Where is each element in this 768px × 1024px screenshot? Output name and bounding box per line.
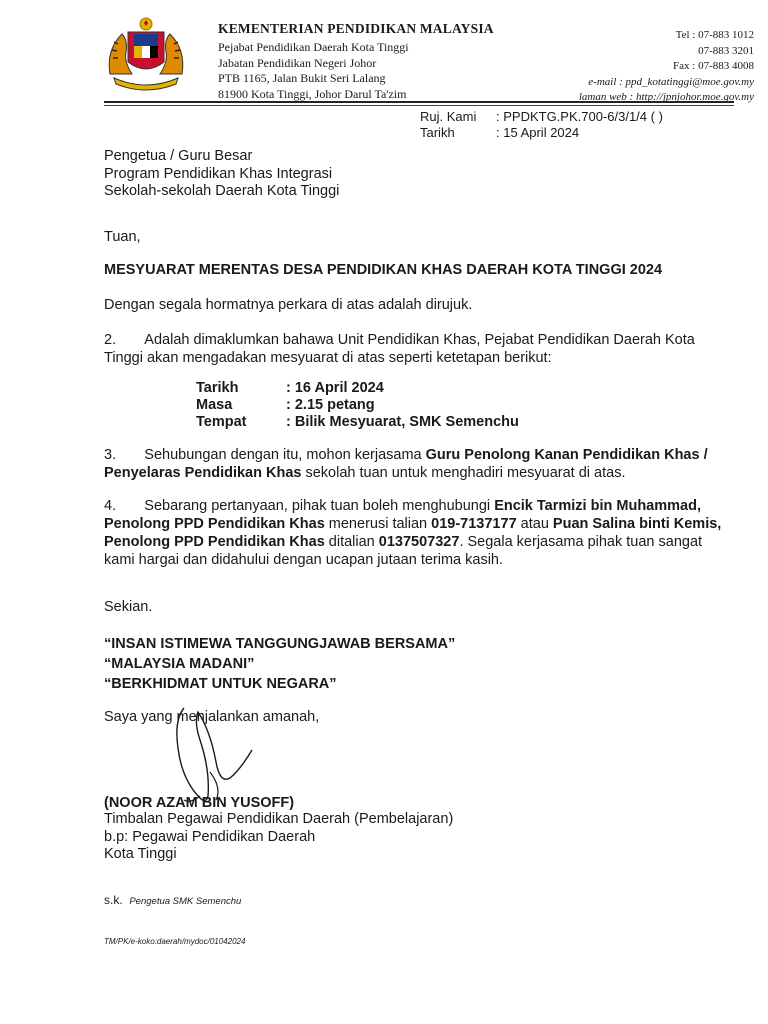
address-line: PTB 1165, Jalan Bukit Seri Lalang [218, 71, 386, 85]
subject-heading: MESYUARAT MERENTAS DESA PENDIDIKAN KHAS DAERAH KOTA TINGGI 2024 [104, 262, 663, 278]
slogan-line: “MALAYSIA MADANI” [104, 656, 255, 672]
detail-row [196, 397, 519, 414]
ruj-value: : PPDKTG.PK.700-6/3/1/4 ( ) [496, 109, 663, 124]
cc-label: s.k. [104, 893, 123, 907]
ministry-name: KEMENTERIAN PENDIDIKAN MALAYSIA [218, 21, 494, 36]
paragraph-number: 3. [104, 447, 117, 463]
tarikh-label: Tarikh [420, 125, 455, 140]
contact-person-1: Encik Tarmizi bin Muhammad, Penolong PPD Pendidikan Khas [104, 498, 701, 532]
meeting-details [196, 380, 519, 431]
recipient-line: Sekolah-sekolah Daerah Kota Tinggi [104, 183, 340, 199]
paragraph-text: Sehubungan dengan itu, mohon kerjasama [144, 447, 426, 463]
paragraph-3 [104, 446, 722, 482]
header-rule [104, 101, 734, 103]
email-line: e-mail : ppd_kotatinggi@moe.gov.my [588, 75, 754, 88]
slogan-line: “INSAN ISTIMEWA TANGGUNGJAWAB BERSAMA” [104, 636, 456, 652]
detail-key: Tarikh [196, 380, 239, 396]
slogans [104, 634, 455, 694]
coat-of-arms-icon [100, 14, 192, 94]
contact-phone-2: 0137507327 [378, 534, 460, 550]
recipient-line: Program Pendidikan Khas Integrasi [104, 165, 333, 182]
closing: Sekian. [104, 599, 153, 615]
phone-line: 07-883 3201 [698, 44, 754, 57]
signatory-line: Kota Tinggi [104, 846, 177, 862]
paragraph-text: ditalian [324, 534, 379, 550]
slogan-line: “BERKHIDMAT UNTUK NEGARA” [104, 676, 337, 692]
paragraph-text: atau [516, 516, 553, 532]
detail-row [196, 414, 519, 431]
paragraph-number: 2. [104, 332, 117, 348]
detail-row [196, 380, 519, 397]
signatory-line: Timbalan Pegawai Pendidikan Daerah (Pembelajaran) [104, 811, 454, 827]
paragraph-text: Sebarang pertanyaan, pihak tuan boleh menghubungi [144, 498, 495, 514]
contact-details [579, 28, 754, 106]
contact-phone-1: 019-7137177 [431, 516, 517, 532]
reference-block [420, 109, 663, 141]
detail-key: Masa [196, 397, 233, 413]
ruj-label: Ruj. Kami [420, 109, 477, 124]
phone-line: Tel : 07-883 1012 [675, 29, 754, 41]
salutation: Tuan, [104, 229, 141, 245]
detail-value: : Bilik Mesyuarat, SMK Semenchu [286, 414, 519, 430]
paragraph-text: Adalah dimaklumkan bahawa Unit Pendidikan Khas, Pejabat Pendidikan Daerah Kota Tinggi akan mengadakan mesyuarat di atas seperti ketetapan berikut: [104, 332, 695, 366]
paragraph-bold: Guru Penolong Kanan Pendidikan Khas / Penyelaras Pendidikan Khas [104, 447, 708, 481]
website-line: laman web : http://jpnjohor.moe.gov.my [578, 91, 754, 103]
header-rule-thin [104, 105, 734, 106]
contact-person-2: Puan Salina binti Kemis, Penolong PPD Pendidikan Khas [104, 516, 722, 550]
paragraph-text: sekolah tuan untuk menghadiri mesyuarat di atas. [301, 465, 626, 481]
cc-line [104, 893, 241, 907]
address-line: Pejabat Pendidikan Daerah Kota Tinggi [218, 40, 409, 54]
paragraph-text: menerusi talian [324, 516, 432, 532]
paragraph-1: Dengan segala hormatnya perkara di atas adalah dirujuk. [104, 297, 473, 313]
address-line: Jabatan Pendidikan Negeri Johor [218, 55, 377, 70]
cc-value: Pengetua SMK Semenchu [129, 896, 242, 907]
paragraph-4 [104, 497, 722, 569]
recipient-block [104, 148, 339, 201]
office-address [218, 40, 409, 102]
footer-reference: TM/PK/e-koko:daerah/mydoc/01042024 [104, 937, 246, 946]
paragraph-number: 4. [104, 498, 117, 514]
paragraph-text: . Segala kerjasama pihak tuan sangat kami hargai dan didahului dengan ucapan jutaan terima kasih. [104, 534, 703, 568]
sign-intro: Saya yang menjalankan amanah, [104, 709, 320, 725]
detail-key: Tempat [196, 414, 247, 430]
fax-line: Fax : 07-883 4008 [673, 60, 754, 72]
paragraph-2 [104, 331, 722, 367]
signatory-name: (NOOR AZAM BIN YUSOFF) [104, 795, 295, 811]
address-line: 81900 Kota Tinggi, Johor Darul Ta'zim [218, 86, 407, 101]
tarikh-value: : 15 April 2024 [496, 125, 580, 140]
detail-value: : 2.15 petang [286, 397, 375, 413]
detail-value: : 16 April 2024 [286, 380, 384, 396]
signature-icon [170, 700, 280, 810]
recipient-line: Pengetua / Guru Besar [104, 148, 253, 164]
signatory-title [104, 811, 453, 864]
signatory-line: b.p: Pegawai Pendidikan Daerah [104, 828, 316, 845]
